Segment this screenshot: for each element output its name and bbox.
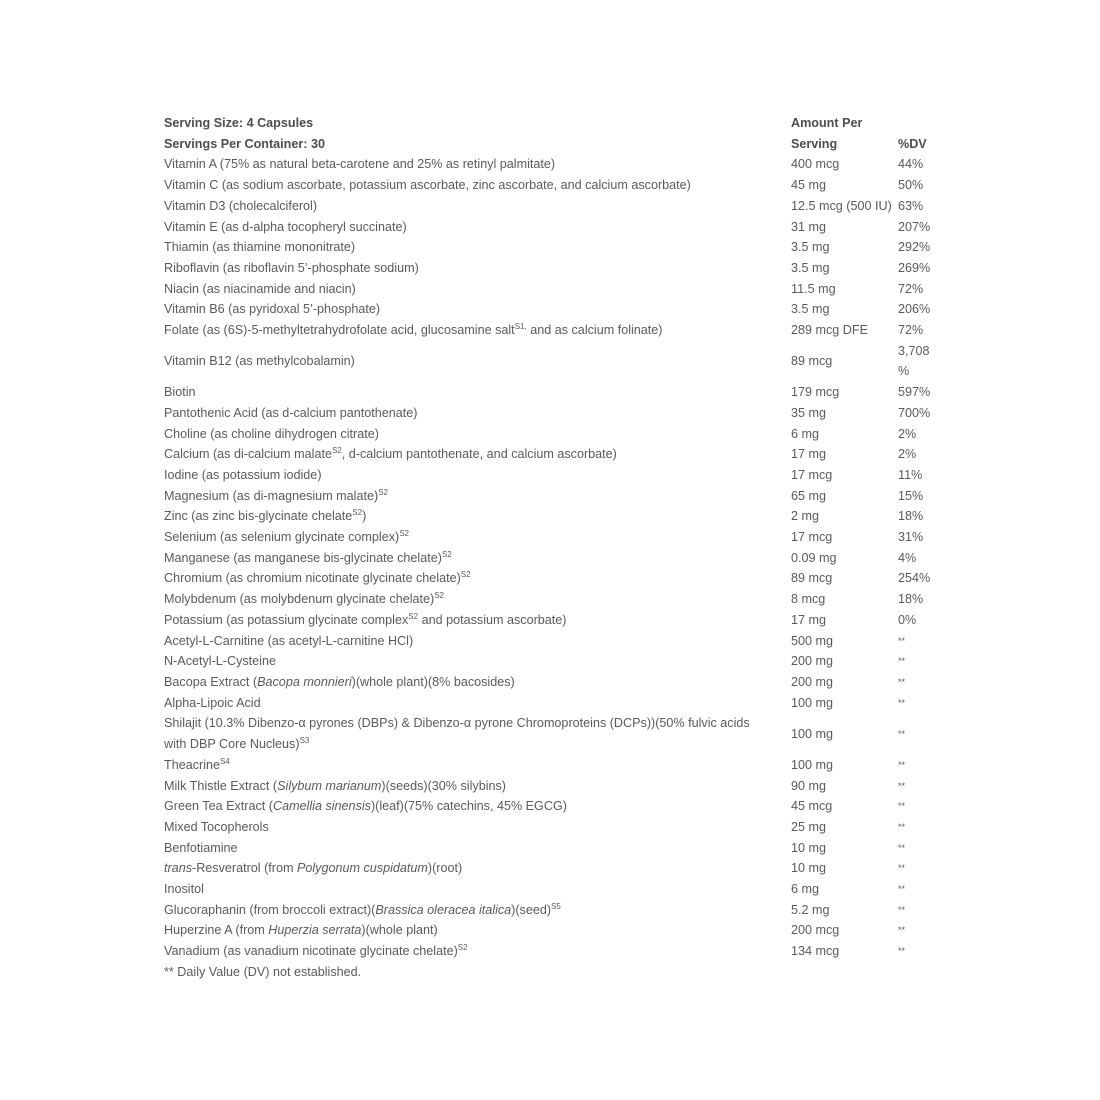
amount-per-serving: 65 mg [791,488,827,503]
nutrient-row [164,713,944,754]
nutrient-row [164,817,944,838]
nutrient-row [164,154,944,175]
nutrient-row [164,631,944,652]
amount-per-serving: 89 mcg [791,354,833,369]
nutrient-name-part: Calcium (as di-calcium malate [164,447,332,462]
nutrient-row [164,796,944,817]
nutrient-row [164,237,944,258]
amount-per-serving: 3.5 mg [791,260,830,275]
daily-value: ** [898,656,906,667]
daily-value: 50% [898,178,924,193]
supplement-facts-table [164,113,944,962]
daily-value: ** [898,904,906,915]
amount-per-serving: 200 mcg [791,923,840,938]
footnote-marker: S2 [352,508,363,518]
nutrient-name: N-Acetyl-L-Cysteine [164,654,276,669]
amount-per-serving: 2 mg [791,509,819,524]
nutrient-name-part: Green Tea Extract ( [164,799,273,814]
nutrient-name-part: Manganese (as manganese bis-glycinate chelate) [164,550,442,565]
daily-value: 72% [898,323,924,338]
nutrient-name: Niacin (as niacinamide and niacin) [164,281,356,296]
daily-value: 15% [898,488,924,503]
nutrient-row [164,258,944,279]
nutrient-name [164,713,791,754]
nutrient-row [164,693,944,714]
nutrient-name-part: Magnesium (as di-magnesium malate) [164,488,379,503]
daily-value: ** [898,801,906,812]
daily-value: 269% [898,260,931,275]
nutrient-row [164,838,944,859]
nutrient-name [164,858,791,879]
nutrient-name: Thiamin (as thiamine mononitrate) [164,240,356,255]
amount-per-serving: 200 mg [791,674,834,689]
header-row [164,134,944,155]
nutrient-name: Vitamin B6 (as pyridoxal 5’-phosphate) [164,302,381,317]
amount-per-serving: 5.2 mg [791,902,830,917]
scientific-name: Polygonum cuspidatum [296,861,428,876]
nutrient-name: Inositol [164,882,204,897]
amount-per-serving: 17 mg [791,612,827,627]
nutrient-name-line: with DBP Core Nucleus) [164,737,300,752]
nutrient-name: Biotin [164,385,196,400]
nutrient-name-part: Folate (as (6S)-5-methyltetrahydrofolate acid, glucosamine salt [164,323,515,338]
amount-per-serving: 100 mg [791,757,834,772]
nutrient-name [164,610,791,631]
nutrient-name-part: )(whole plant)(8% bacosides) [351,674,515,689]
footnote-marker: S1, [514,322,527,332]
nutrient-row [164,548,944,569]
nutrient-row [164,651,944,672]
amount-per-serving: 3.5 mg [791,302,830,317]
daily-value: ** [898,863,906,874]
amount-per-serving: 500 mg [791,633,834,648]
nutrient-name: Benfotiamine [164,840,238,855]
nutrient-name-part: ) [362,509,367,524]
header-row [164,113,944,134]
nutrient-name: Choline (as choline dihydrogen citrate) [164,426,379,441]
footnote-marker: S2 [434,591,444,601]
nutrient-name-part: )(seeds)(30% silybins) [381,778,506,793]
nutrient-row [164,610,944,631]
daily-value: 207% [898,219,931,234]
nutrient-name-part: Bacopa Extract ( [164,674,258,689]
nutrient-name [164,506,791,527]
nutrient-row [164,444,944,465]
daily-value [898,341,944,382]
nutrient-row [164,403,944,424]
nutrient-name: Vitamin C (as sodium ascorbate, potassium ascorbate, zinc ascorbate, and calcium ascorbate) [164,178,691,193]
nutrient-row [164,672,944,693]
nutrient-name-part: and as calcium folinate) [526,323,663,338]
nutrient-row [164,465,944,486]
nutrient-name-part: Chromium (as chromium nicotinate glycinate chelate) [164,571,461,586]
nutrient-name-part: , d-calcium pantothenate, and calcium ascorbate) [341,447,617,462]
amount-per-serving: 35 mg [791,405,827,420]
nutrient-name-part: and potassium ascorbate) [418,612,567,627]
nutrient-name [164,672,791,693]
nutrient-name-part: )(seed) [511,902,552,917]
nutrient-name [164,568,791,589]
nutrient-name [164,755,791,776]
daily-value: ** [898,946,906,957]
daily-value-part: 3,708 [898,343,930,358]
nutrient-row [164,568,944,589]
nutrient-name-part: -Resveratrol (from [192,861,297,876]
daily-value: 700% [898,405,931,420]
nutrient-name-line: Shilajit (10.3% Dibenzo-α pyrones (DBPs) & Dibenzo-α pyrone Chromoproteins (DCPs))(50% fulvic acids [164,716,750,731]
daily-value: 11% [898,467,923,482]
daily-value: 597% [898,385,931,400]
nutrient-row [164,341,944,382]
scientific-name: Huperzia serrata [268,923,362,938]
daily-value: 4% [898,550,917,565]
daily-value-part: % [898,364,910,379]
amount-per-serving: 100 mg [791,695,834,710]
daily-value: 254% [898,571,931,586]
nutrient-name: Alpha-Lipoic Acid [164,695,261,710]
nutrient-row [164,755,944,776]
nutrient-name [164,527,791,548]
nutrient-name-part: Molybdenum (as molybdenum glycinate chelate) [164,592,435,607]
daily-value: ** [898,780,906,791]
nutrient-name [164,920,791,941]
daily-value: ** [898,697,906,708]
amount-per-serving: 6 mg [791,426,819,441]
daily-value: 63% [898,198,924,213]
nutrient-row [164,217,944,238]
nutrient-name-part: )(leaf)(75% catechins, 45% EGCG) [370,799,567,814]
amount-per-serving: 6 mg [791,882,819,897]
daily-value: ** [898,925,906,936]
footnote-marker: S4 [220,756,230,766]
nutrient-row [164,527,944,548]
nutrient-name-part: )(root) [427,861,463,876]
daily-value: ** [898,676,906,687]
nutrient-row [164,424,944,445]
nutrient-name [164,486,791,507]
nutrient-row [164,299,944,320]
daily-value: ** [898,842,906,853]
nutrient-row [164,320,944,341]
footnote-marker: S2 [399,529,409,539]
nutrient-name: Iodine (as potassium iodide) [164,467,322,482]
daily-value: 44% [898,157,924,172]
amount-per-serving: 17 mcg [791,467,833,482]
nutrient-row [164,920,944,941]
servings-per-container: Servings Per Container: 30 [164,136,325,151]
footnote-marker: S2 [378,487,388,497]
amount-per-serving: 45 mg [791,178,827,193]
daily-value: ** [898,884,906,895]
scientific-name: Silybum marianum [277,778,382,793]
nutrient-row [164,589,944,610]
daily-value: 206% [898,302,931,317]
amount-per-serving: 45 mcg [791,799,833,814]
daily-value: 18% [898,592,924,607]
daily-value: ** [898,635,906,646]
amount-per-serving: 400 mcg [791,157,840,172]
nutrient-name: Pantothenic Acid (as d-calcium pantothenate) [164,405,418,420]
amount-per-serving: 90 mg [791,778,827,793]
nutrient-name-part: Potassium (as potassium glycinate complex [164,612,409,627]
amount-per-serving: 3.5 mg [791,240,830,255]
amount-per-serving: 89 mcg [791,571,833,586]
daily-value: 2% [898,426,917,441]
amount-per-serving: 179 mcg [791,385,840,400]
nutrient-name: Vitamin B12 (as methylcobalamin) [164,354,355,369]
nutrient-row [164,900,944,921]
amount-per-serving: 100 mg [791,726,834,741]
amount-per-serving: 289 mcg DFE [791,323,868,338]
nutrient-name [164,941,791,962]
amount-header-line-1: Amount Per [791,116,863,130]
amount-per-serving: 11.5 mg [791,281,836,296]
nutrient-name-part: Glucoraphanin (from broccoli extract)( [164,902,376,917]
amount-per-serving: 17 mcg [791,530,833,545]
footnote-marker: S2 [457,943,468,953]
nutrient-name: Vitamin E (as d-alpha tocopheryl succinate) [164,219,407,234]
nutrient-row [164,196,944,217]
dv-footnote: ** Daily Value (DV) not established. [164,964,362,979]
footnote-marker: S2 [441,549,452,559]
nutrient-name: Vitamin D3 (cholecalciferol) [164,198,318,213]
nutrient-row [164,858,944,879]
daily-value: 18% [898,509,924,524]
daily-value: 0% [898,612,917,627]
nutrient-name [164,796,791,817]
scientific-name: Bacopa monnieri [257,674,352,689]
nutrient-name [164,776,791,797]
daily-value: 72% [898,281,924,296]
amount-per-serving: 0.09 mg [791,550,837,565]
nutrient-name-part: Huperzine A (from [164,923,269,938]
daily-value: 31% [898,530,924,545]
amount-per-serving: 25 mg [791,819,827,834]
daily-value: 292% [898,240,931,255]
nutrient-row [164,941,944,962]
footnote-marker: S3 [299,736,310,746]
footnote-marker: S5 [551,901,561,911]
nutrient-name [164,320,791,341]
amount-per-serving: 10 mg [791,861,827,876]
serving-size: Serving Size: 4 Capsules [164,116,314,130]
scientific-name: trans [164,861,192,876]
amount-per-serving: 12.5 mcg (500 IU) [791,198,892,213]
daily-value: ** [898,728,906,739]
daily-value: ** [898,821,906,832]
nutrient-name-part: Zinc (as zinc bis-glycinate chelate [164,509,353,524]
nutrient-row [164,486,944,507]
nutrient-name: Acetyl-L-Carnitine (as acetyl-L-carnitine HCl) [164,633,414,648]
nutrient-row [164,776,944,797]
scientific-name: Camellia sinensis [272,799,371,814]
nutrient-name [164,548,791,569]
nutrient-name-part: Theacrine [164,757,221,772]
nutrient-name [164,589,791,610]
footnote-marker: S2 [408,611,419,621]
amount-per-serving: 200 mg [791,654,834,669]
nutrient-rows [164,154,944,961]
amount-per-serving: 134 mcg [791,944,840,959]
nutrient-row [164,279,944,300]
dv-header: %DV [898,136,927,151]
amount-per-serving: 8 mcg [791,592,826,607]
amount-per-serving: 31 mg [791,219,827,234]
daily-value: 2% [898,447,917,462]
nutrient-name: Mixed Tocopherols [164,819,269,834]
supplement-facts-panel [164,113,944,983]
amount-per-serving: 17 mg [791,447,827,462]
nutrient-name-part: Vanadium (as vanadium nicotinate glycinate chelate) [164,944,458,959]
nutrient-name-part: )(whole plant) [361,923,438,938]
daily-value: ** [898,759,906,770]
nutrient-name-part: Selenium (as selenium glycinate complex) [164,530,400,545]
nutrient-name [164,444,791,465]
nutrient-name: Vitamin A (75% as natural beta-carotene and 25% as retinyl palmitate) [164,157,556,172]
footnote-marker: S2 [460,570,471,580]
nutrient-row [164,506,944,527]
nutrient-name-part: Milk Thistle Extract ( [164,778,278,793]
footnote-marker: S2 [331,446,342,456]
amount-header-line-2: Serving [791,136,838,151]
nutrient-row [164,879,944,900]
nutrient-name: Riboflavin (as riboflavin 5’-phosphate sodium) [164,260,419,275]
nutrient-row [164,382,944,403]
scientific-name: Brassica oleracea italica [375,902,512,917]
nutrient-name [164,900,791,921]
nutrient-row [164,175,944,196]
amount-per-serving: 10 mg [791,840,827,855]
